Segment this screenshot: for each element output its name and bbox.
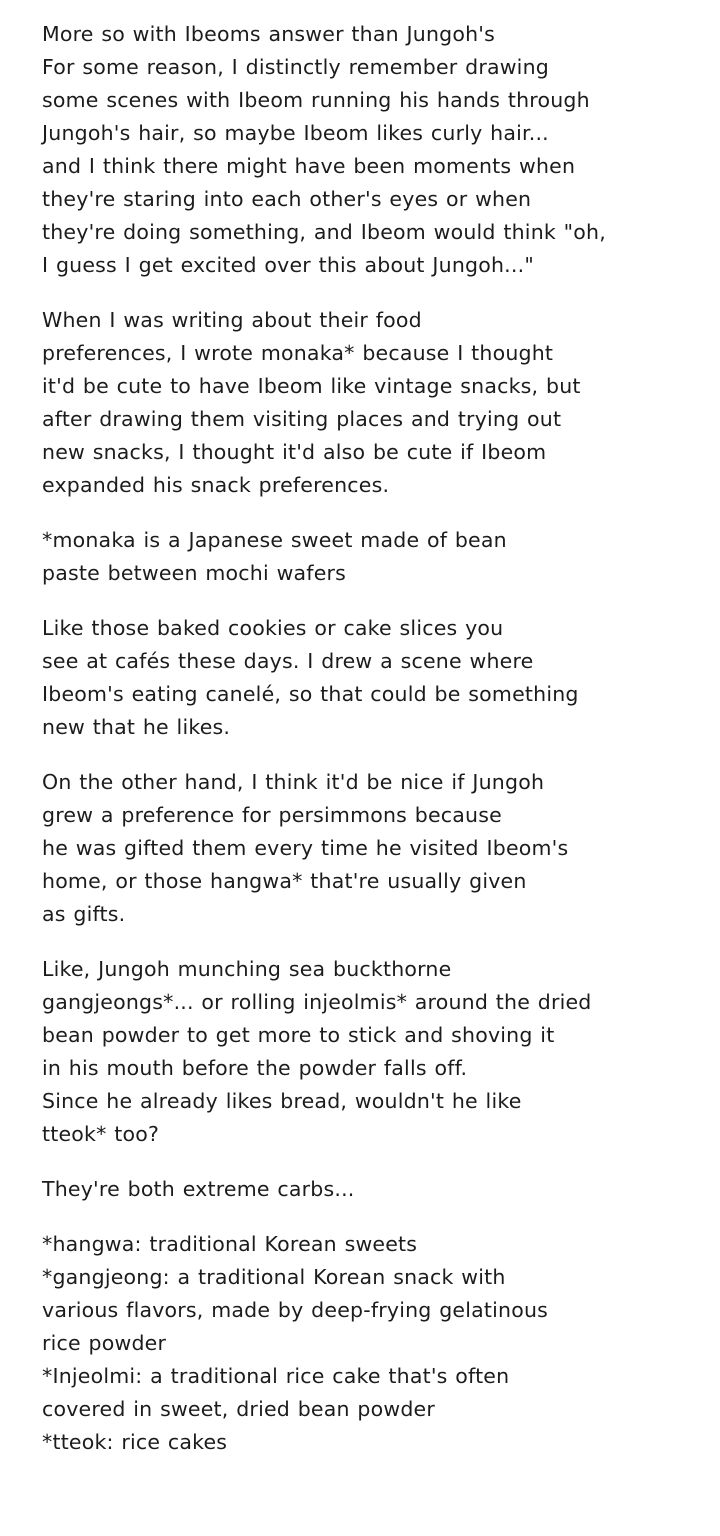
paragraph-6 [42, 953, 680, 1151]
text-line: I guess I get excited over this about Jungoh..." [42, 253, 534, 277]
paragraph-7 [42, 1173, 680, 1206]
text-line: gangjeongs*... or rolling injeolmis* around the dried [42, 990, 592, 1014]
text-line: it'd be cute to have Ibeom like vintage snacks, but [42, 374, 581, 398]
text-line: he was gifted them every time he visited Ibeom's [42, 836, 569, 860]
text-line: they're doing something, and Ibeom would think "oh, [42, 220, 606, 244]
text-line: as gifts. [42, 902, 126, 926]
paragraph-2 [42, 304, 680, 502]
paragraph-4 [42, 612, 680, 744]
text-line: They're both extreme carbs... [42, 1177, 355, 1201]
paragraph-1 [42, 18, 680, 282]
text-line: *gangjeong: a traditional Korean snack with [42, 1265, 506, 1289]
text-line: Jungoh's hair, so maybe Ibeom likes curly hair... [42, 121, 549, 145]
text-line: various flavors, made by deep-frying gelatinous [42, 1298, 549, 1322]
text-line: More so with Ibeoms answer than Jungoh's [42, 22, 496, 46]
text-line: covered in sweet, dried bean powder [42, 1397, 435, 1421]
text-line: expanded his snack preferences. [42, 473, 390, 497]
text-line: paste between mochi wafers [42, 561, 347, 585]
text-line: preferences, I wrote monaka* because I thought [42, 341, 554, 365]
text-line: in his mouth before the powder falls off. [42, 1056, 468, 1080]
text-line: When I was writing about their food [42, 308, 422, 332]
text-line: *hangwa: traditional Korean sweets [42, 1232, 418, 1256]
text-line: after drawing them visiting places and trying out [42, 407, 562, 431]
text-line: *tteok: rice cakes [42, 1430, 228, 1454]
text-line: some scenes with Ibeom running his hands through [42, 88, 590, 112]
paragraph-3-footnote-monaka [42, 524, 680, 590]
paragraph-5 [42, 766, 680, 931]
text-line: Like those baked cookies or cake slices you [42, 616, 504, 640]
paragraph-8-glossary [42, 1228, 680, 1459]
text-line: grew a preference for persimmons because [42, 803, 502, 827]
text-line: Since he already likes bread, wouldn't he like [42, 1089, 522, 1113]
text-line: Like, Jungoh munching sea buckthorne [42, 957, 452, 981]
text-line: they're staring into each other's eyes or when [42, 187, 532, 211]
text-line: new snacks, I thought it'd also be cute if Ibeom [42, 440, 547, 464]
text-line: On the other hand, I think it'd be nice if Jungoh [42, 770, 545, 794]
text-line: For some reason, I distinctly remember drawing [42, 55, 549, 79]
text-line: see at cafés these days. I drew a scene where [42, 649, 534, 673]
text-line: Ibeom's eating canelé, so that could be something [42, 682, 579, 706]
text-line: bean powder to get more to stick and shoving it [42, 1023, 555, 1047]
text-line: and I think there might have been moments when [42, 154, 576, 178]
text-line: home, or those hangwa* that're usually given [42, 869, 527, 893]
text-line: *Injeolmi: a traditional rice cake that's often [42, 1364, 510, 1388]
text-line: new that he likes. [42, 715, 231, 739]
text-line: *monaka is a Japanese sweet made of bean [42, 528, 507, 552]
text-line: tteok* too? [42, 1122, 160, 1146]
text-line: rice powder [42, 1331, 167, 1355]
